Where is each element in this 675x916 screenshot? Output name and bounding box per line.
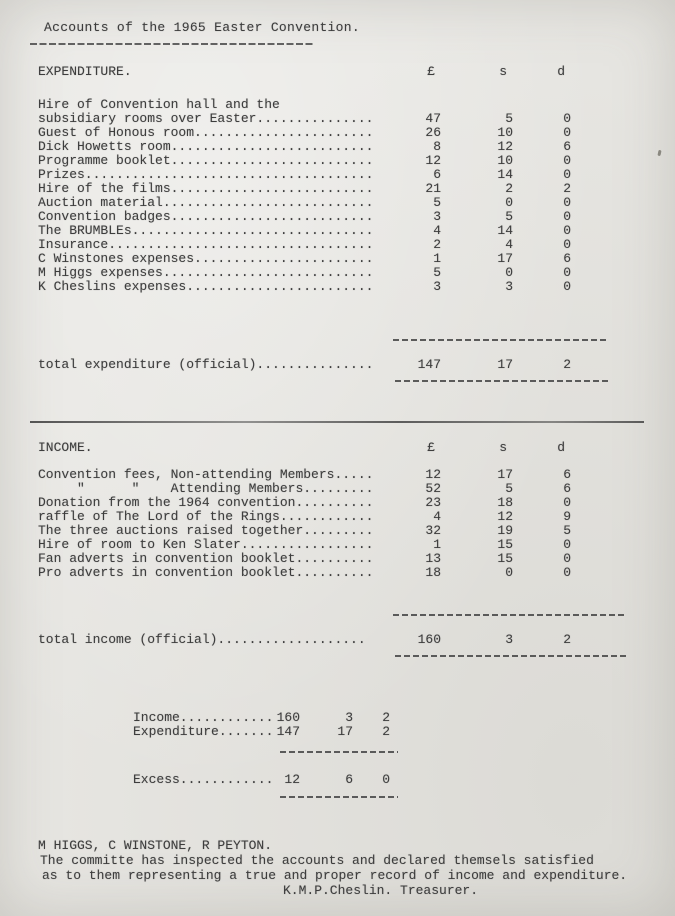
expenditure-row (38, 154, 638, 168)
row-pence: 0 (563, 153, 571, 168)
expenditure-row (38, 266, 638, 280)
row-pounds: 18 (425, 565, 441, 580)
income-row (38, 468, 638, 482)
row-pence: 0 (563, 279, 571, 294)
summary-shillings: 17 (337, 724, 353, 739)
expenditure-row (38, 280, 638, 294)
total-label: total income (official)................... (38, 633, 366, 647)
expenditure-row (38, 252, 638, 266)
page-title: Accounts of the 1965 Easter Convention. (44, 20, 360, 35)
row-label: Convention badges.......................... (38, 210, 373, 224)
row-label: Dick Howetts room.......................... (38, 140, 373, 154)
total-pounds: 160 (417, 632, 441, 647)
committee-statement-line2: as to them representing a true and proper record of income and expenditure. (42, 868, 628, 883)
row-label: Programme booklet.......................... (38, 154, 373, 168)
summary-rule (280, 751, 398, 753)
summary-pounds: 12 (284, 772, 300, 787)
expenditure-row (38, 126, 638, 140)
row-shillings: 19 (497, 523, 513, 538)
income-row (38, 510, 638, 524)
row-pence: 0 (563, 237, 571, 252)
expenditure-row (38, 210, 638, 224)
column-header-pounds: £ (427, 440, 435, 455)
expenditure-row (38, 112, 638, 126)
row-pence: 0 (563, 125, 571, 140)
row-shillings: 2 (505, 181, 513, 196)
expenditure-row (38, 168, 638, 182)
row-pence: 9 (563, 509, 571, 524)
expenditure-row (38, 238, 638, 252)
row-pence: 5 (563, 523, 571, 538)
row-label: Convention fees, Non-attending Members..... (38, 468, 373, 482)
row-pounds: 5 (433, 265, 441, 280)
row-shillings: 10 (497, 153, 513, 168)
row-pence: 0 (563, 209, 571, 224)
row-label: Insurance.................................. (38, 238, 373, 252)
row-label: K Cheslins expenses........................ (38, 280, 373, 294)
expenditure-row (38, 182, 638, 196)
row-pence: 0 (563, 565, 571, 580)
row-label: Guest of Honous room....................... (38, 126, 373, 140)
summary-expenditure-row (133, 725, 433, 739)
row-pounds: 12 (425, 153, 441, 168)
row-shillings: 15 (497, 551, 513, 566)
row-label: Pro adverts in convention booklet.......... (38, 566, 373, 580)
total-rule (395, 380, 611, 382)
summary-pence: 2 (382, 710, 390, 725)
row-shillings: 4 (505, 237, 513, 252)
column-header-shillings: s (499, 440, 507, 455)
row-shillings: 17 (497, 251, 513, 266)
expenditure-row (38, 98, 638, 112)
row-pounds: 12 (425, 467, 441, 482)
row-label: Hire of the films.......................... (38, 182, 373, 196)
total-shillings: 17 (497, 357, 513, 372)
expenditure-row (38, 224, 638, 238)
row-label: Hire of room to Ken Slater................. (38, 538, 373, 552)
row-pounds: 4 (433, 509, 441, 524)
row-pounds: 6 (433, 167, 441, 182)
row-pence: 2 (563, 181, 571, 196)
row-pounds: 52 (425, 481, 441, 496)
row-shillings: 0 (505, 565, 513, 580)
row-pounds (373, 98, 441, 112)
row-label: Prizes..................................... (38, 168, 373, 182)
column-header-shillings: s (499, 64, 507, 79)
row-shillings: 18 (497, 495, 513, 510)
row-shillings: 14 (497, 223, 513, 238)
summary-pence: 0 (382, 772, 390, 787)
row-pounds: 3 (433, 279, 441, 294)
committee-statement-line1: The committe has inspected the accounts and declared themsels satisfied (40, 853, 594, 868)
row-label: M Higgs expenses........................... (38, 266, 373, 280)
column-header-pence: d (557, 440, 565, 455)
column-header-pence: d (557, 64, 565, 79)
expenditure-row (38, 196, 638, 210)
summary-shillings: 6 (345, 772, 353, 787)
title-dashed-underline (30, 43, 313, 45)
row-pence: 0 (563, 223, 571, 238)
row-label: The three auctions raised together......... (38, 524, 373, 538)
row-pounds: 23 (425, 495, 441, 510)
row-shillings: 14 (497, 167, 513, 182)
row-pounds: 13 (425, 551, 441, 566)
income-heading: INCOME. (38, 441, 109, 455)
summary-excess-row (133, 773, 433, 787)
row-pence: 6 (563, 481, 571, 496)
summary-label: Expenditure....... (133, 725, 274, 739)
row-pounds: 26 (425, 125, 441, 140)
row-pounds: 4 (433, 223, 441, 238)
row-label: Donation from the 1964 convention.......... (38, 496, 373, 510)
row-pounds: 5 (433, 195, 441, 210)
summary-pounds: 160 (276, 710, 300, 725)
expenditure-heading: EXPENDITURE. (38, 65, 148, 79)
row-pence: 0 (563, 167, 571, 182)
summary-label: Income............ (133, 711, 274, 725)
summary-income-row (133, 711, 433, 725)
total-pence: 2 (563, 357, 571, 372)
row-pence: 0 (563, 265, 571, 280)
row-pounds: 3 (433, 209, 441, 224)
row-pence (513, 98, 571, 112)
row-label: raffle of The Lord of the Rings............ (38, 510, 373, 524)
summary-rule (280, 796, 398, 798)
column-header-pounds: £ (427, 64, 435, 79)
summary-shillings: 3 (345, 710, 353, 725)
row-pence: 6 (563, 467, 571, 482)
row-pence: 0 (563, 495, 571, 510)
total-pounds: 147 (417, 357, 441, 372)
row-pounds: 21 (425, 181, 441, 196)
row-label: Hire of Convention hall and the (38, 98, 280, 112)
total-pence: 2 (563, 632, 571, 647)
row-shillings: 15 (497, 537, 513, 552)
row-shillings: 0 (505, 195, 513, 210)
row-pence: 0 (563, 195, 571, 210)
expenditure-table (38, 98, 638, 294)
row-shillings: 12 (497, 509, 513, 524)
income-row (38, 482, 638, 496)
row-pounds: 8 (433, 139, 441, 154)
expenditure-row (38, 140, 638, 154)
row-shillings (441, 98, 513, 112)
row-shillings: 3 (505, 279, 513, 294)
row-shillings: 0 (505, 265, 513, 280)
row-pounds: 1 (433, 251, 441, 266)
row-pounds: 47 (425, 111, 441, 126)
row-label: Fan adverts in convention booklet.......... (38, 552, 373, 566)
row-label: subsidiary rooms over Easter............... (38, 112, 373, 126)
row-shillings: 10 (497, 125, 513, 140)
row-shillings: 12 (497, 139, 513, 154)
row-pounds: 2 (433, 237, 441, 252)
section-divider-line (30, 421, 644, 423)
total-rule (393, 614, 625, 616)
committee-names: M HIGGS, C WINSTONE, R PEYTON. (38, 838, 273, 853)
scan-artifact (657, 150, 661, 156)
income-row (38, 496, 638, 510)
row-label: C Winstones expenses....................... (38, 252, 373, 266)
row-pence: 0 (563, 537, 571, 552)
row-label: The BRUMBLEs............................... (38, 224, 373, 238)
row-label: " " Attending Members......... (38, 482, 373, 496)
total-rule (395, 655, 627, 657)
summary-label: Excess............ (133, 773, 274, 787)
summary-pence: 2 (382, 724, 390, 739)
total-label: total expenditure (official)............... (38, 358, 373, 372)
income-row (38, 538, 638, 552)
income-header-row (38, 441, 638, 455)
treasurer-signature: K.M.P.Cheslin. Treasurer. (283, 883, 479, 898)
row-pence: 6 (563, 251, 571, 266)
income-total-row (38, 633, 638, 647)
row-shillings: 5 (505, 111, 513, 126)
row-pounds: 1 (433, 537, 441, 552)
total-rule (393, 339, 609, 341)
income-row (38, 566, 638, 580)
row-pence: 0 (563, 111, 571, 126)
income-row (38, 524, 638, 538)
row-shillings: 5 (505, 481, 513, 496)
row-shillings: 17 (497, 467, 513, 482)
row-label: Auction material........................... (38, 196, 373, 210)
summary-pounds: 147 (276, 724, 300, 739)
row-pounds: 32 (425, 523, 441, 538)
expenditure-header-row (38, 65, 638, 79)
row-pence: 6 (563, 139, 571, 154)
income-table (38, 468, 638, 580)
total-shillings: 3 (505, 632, 513, 647)
income-row (38, 552, 638, 566)
row-shillings: 5 (505, 209, 513, 224)
row-pence: 0 (563, 551, 571, 566)
expenditure-total-row (38, 358, 638, 372)
